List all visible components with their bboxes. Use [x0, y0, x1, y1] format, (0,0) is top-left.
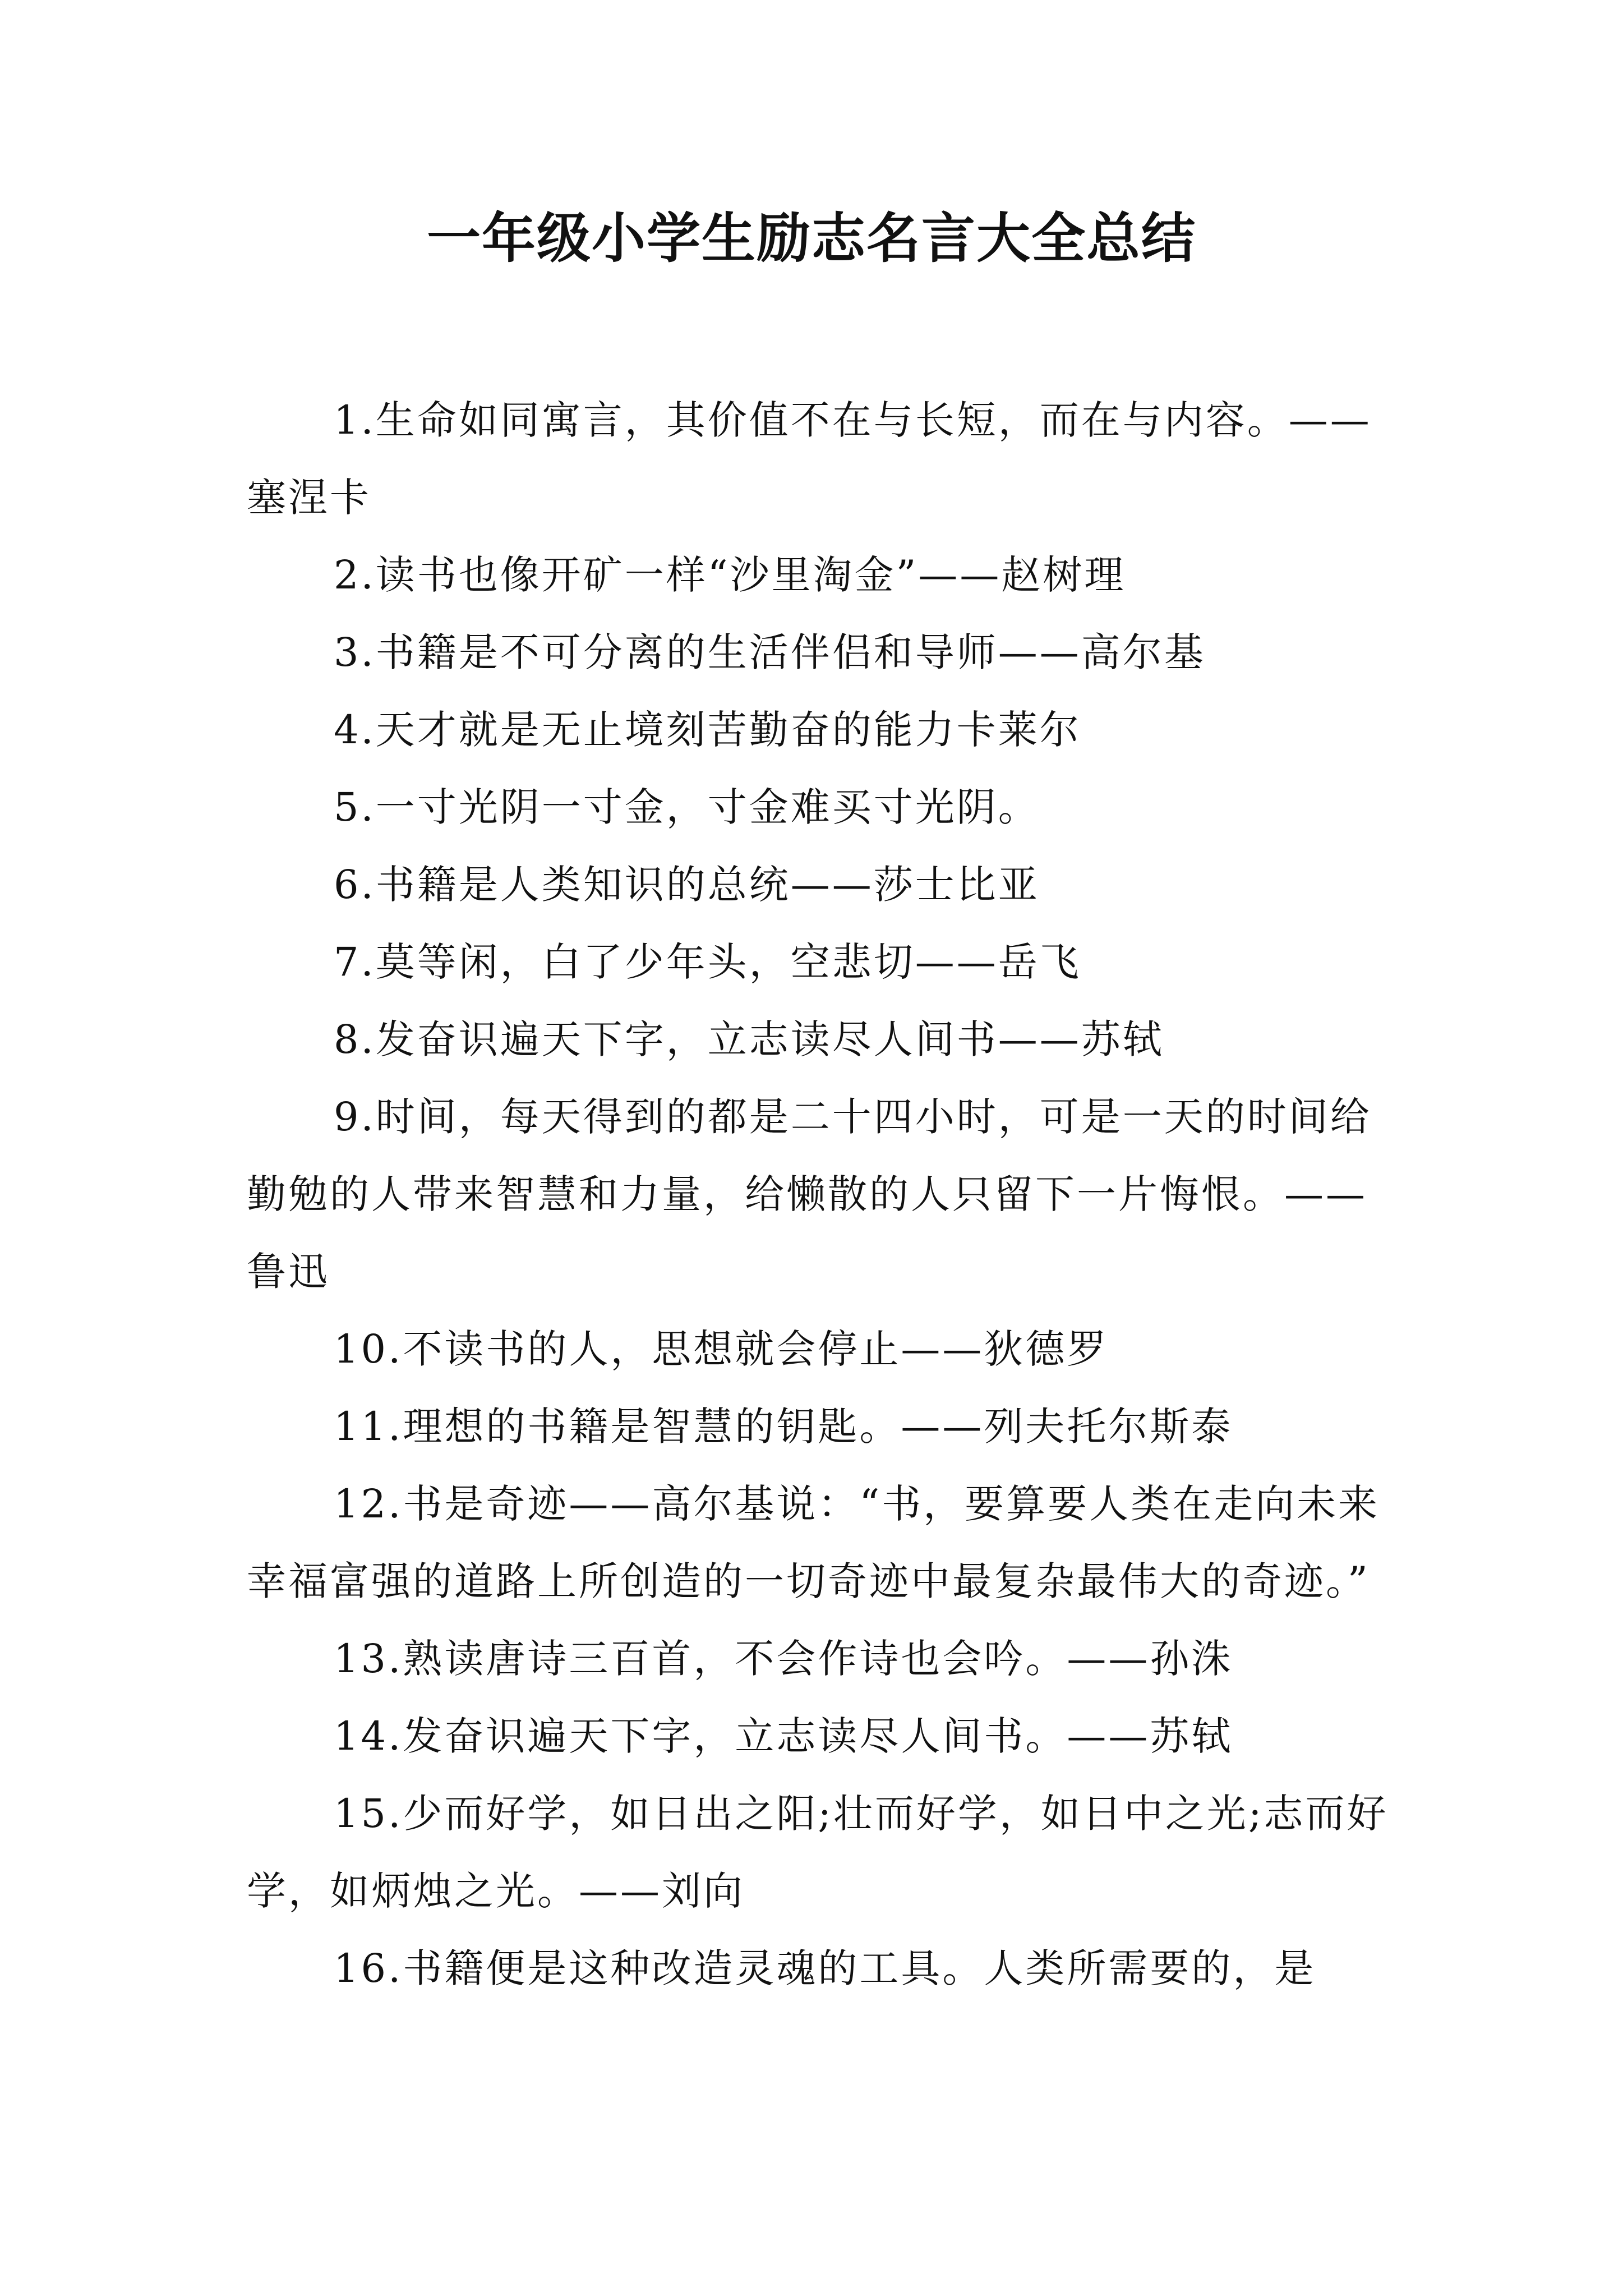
- quote-item-11: 11.理想的书籍是智慧的钥匙。——列夫托尔斯泰: [334, 1404, 1233, 1450]
- quote-item-1: 1.生命如同寓言，其价值不在与长短，而在与内容。——塞涅卡: [247, 397, 1372, 521]
- quote-item-5: 5.一寸光阴一寸金，寸金难买寸光阴。: [334, 784, 1040, 830]
- quote-item-2: 2.读书也像开矿一样“沙里淘金”——赵树理: [334, 552, 1126, 598]
- quote-item-10: 10.不读书的人，思想就会停止——狄德罗: [334, 1326, 1109, 1372]
- quote-item-9: 9.时间，每天得到的都是二十四小时，可是一天的时间给勤勉的人带来智慧和力量，给懒散的人只留下一片悔恨。——鲁迅: [247, 1094, 1372, 1295]
- quote-item-4: 4.天才就是无止境刻苦勤奋的能力卡莱尔: [334, 707, 1081, 753]
- quote-item-7: 7.莫等闲，白了少年头，空悲切——岳飞: [334, 939, 1081, 985]
- quote-item-15: 15.少而好学，如日出之阳;壮而好学，如日中之光;志而好学，如炳烛之光。——刘向: [247, 1791, 1389, 1914]
- quote-item-14: 14.发奋识遍天下字，立志读尽人间书。——苏轼: [334, 1713, 1233, 1759]
- quote-item-8: 8.发奋识遍天下字，立志读尽人间书——苏轼: [334, 1016, 1164, 1062]
- quote-list: [247, 381, 1391, 2007]
- quote-item-16: 16.书籍便是这种改造灵魂的工具。人类所需要的，是: [334, 1945, 1316, 1991]
- quote-item-6: 6.书籍是人类知识的总统——莎士比亚: [334, 862, 1040, 908]
- quote-item-12: 12.书是奇迹——高尔基说：“书，要算要人类在走向未来幸福富强的道路上所创造的一切奇迹中最复杂最伟大的奇迹。”: [247, 1481, 1380, 1604]
- quote-item-3: 3.书籍是不可分离的生活伴侣和导师——高尔基: [334, 629, 1206, 675]
- document-title: 一年级小学生励志名言大全总结: [427, 207, 1196, 270]
- quote-item-13: 13.熟读唐诗三百首，不会作诗也会吟。——孙洙: [334, 1636, 1233, 1682]
